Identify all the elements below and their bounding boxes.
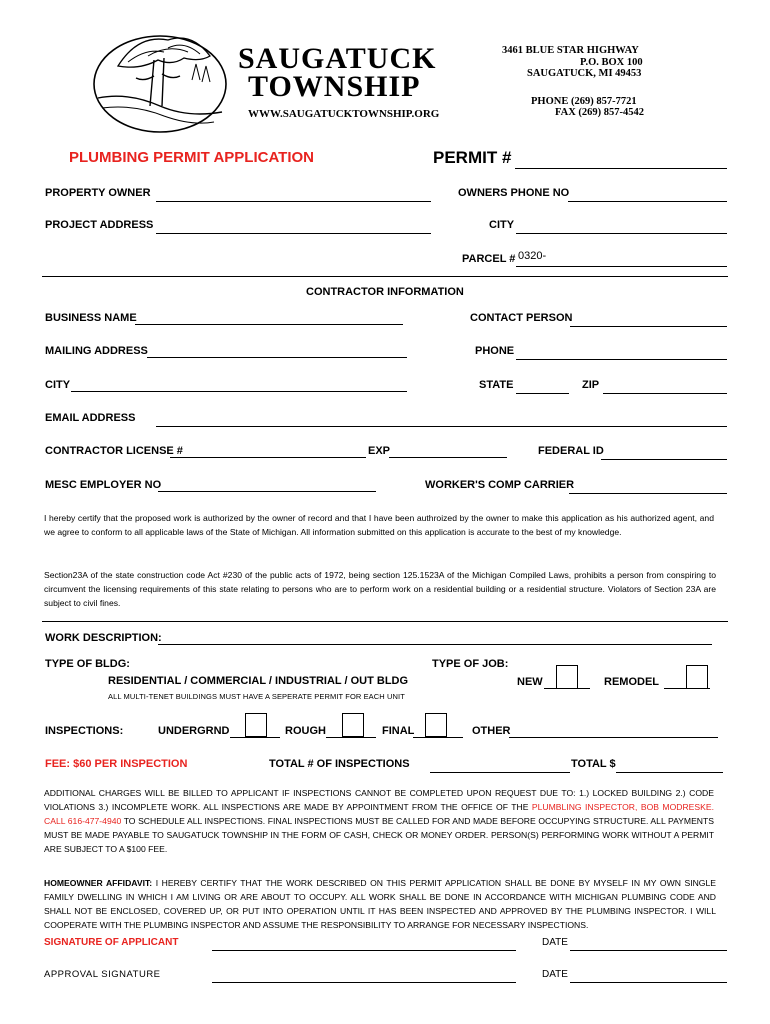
owners-phone-field[interactable] [568, 201, 727, 202]
total-inspections-label: TOTAL # OF INSPECTIONS [269, 758, 410, 770]
mesc-field[interactable] [158, 491, 376, 492]
parcel-value: 0320- [518, 250, 547, 262]
township-logo [88, 26, 230, 136]
total-dollar-label: TOTAL $ [571, 758, 616, 770]
date-field-2[interactable] [570, 982, 727, 983]
inspector-contact: PLUMBLING INSPECTOR, BOB MODRESKE. CALL 616-477-4940 [44, 802, 714, 826]
final-checkbox[interactable] [425, 713, 447, 737]
approval-signature-label: APPROVAL SIGNATURE [44, 969, 161, 980]
fax-number: FAX (269) 857-4542 [555, 107, 645, 118]
form-title: PLUMBING PERMIT APPLICATION [69, 149, 314, 166]
email-label: EMAIL ADDRESS [45, 412, 136, 424]
contact-person-field[interactable] [570, 326, 727, 327]
final-label: FINAL [382, 725, 415, 737]
undergrnd-checkbox[interactable] [245, 713, 267, 737]
section-divider [42, 276, 728, 277]
contractor-phone-label: PHONE [475, 345, 515, 357]
signature-applicant-field[interactable] [212, 950, 516, 951]
inspections-label: INSPECTIONS: [45, 725, 124, 737]
license-field[interactable] [170, 457, 366, 458]
property-owner-label: PROPERTY OWNER [45, 187, 151, 199]
zip-label: ZIP [582, 379, 600, 391]
final-underline [413, 737, 463, 738]
certification-paragraph: I hereby certify that the proposed work is authorized by the owner of record and that I have been authroized by the owner to make this application as his authorized agent, and we agree to conform to all applicable laws of the State of Michigan. All information submitted on this application is accurate to the best of my knowledge. [44, 513, 714, 537]
charges-text-1: ADDITIONAL CHARGES WILL BE BILLED TO APPLICANT IF INSPECTIONS CANNOT BE COMPLETED UPON REQUEST DUE TO: 1.) LOCKED BUILDING 2.) CODE VIOLATIONS 3.) INCOMPLETE WORK. ALL INSPECTIONS ARE MADE BY APPOINTMENT FROM THE OFFICE OF THE [44, 788, 714, 812]
rough-underline [326, 737, 376, 738]
contractor-phone-field[interactable] [516, 359, 727, 360]
new-label: NEW [517, 676, 543, 688]
parcel-field[interactable] [516, 266, 727, 267]
charges-text-2: TO SCHEDULE ALL INSPECTIONS. FINAL INSPECTIONS MUST BE CALLED FOR AND MADE BEFORE OCCUPYING STRUCTURE. ALL PAYMENTS MUST BE MADE PAYABLE TO SAUGATUCK TOWNSHIP IN THE FORM OF CASH, CHECK OR MONEY ORDER. PERSON(S) PERFORMING WORK WITHOUT A PERMIT ARE SUBJECT TO A $100 FEE. [44, 816, 714, 854]
phone-number: PHONE (269) 857-7721 [531, 96, 637, 107]
additional-charges-paragraph [44, 786, 714, 856]
rough-checkbox[interactable] [342, 713, 364, 737]
business-name-label: BUSINESS NAME [45, 312, 137, 324]
contractor-city-label: CITY [45, 379, 71, 391]
date-label-1: DATE [542, 937, 568, 948]
building-options: RESIDENTIAL / COMMERCIAL / INDUSTRIAL / OUT BLDG [108, 675, 409, 687]
mesc-label: MESC EMPLOYER NO [45, 479, 162, 491]
permit-number-label: PERMIT # [433, 148, 512, 167]
org-name-line2: TOWNSHIP [248, 70, 421, 103]
rough-label: ROUGH [285, 725, 326, 737]
address-line3: SAUGATUCK, MI 49453 [527, 68, 642, 79]
parcel-label: PARCEL # [462, 253, 516, 265]
date-label-2: DATE [542, 969, 568, 980]
contact-person-label: CONTACT PERSON [470, 312, 573, 324]
work-description-label: WORK DESCRIPTION: [45, 632, 162, 644]
workers-comp-field[interactable] [569, 493, 727, 494]
other-field[interactable] [509, 737, 718, 738]
address-line2: P.O. BOX 100 [580, 57, 643, 68]
remodel-checkbox[interactable] [686, 665, 708, 689]
undergrnd-underline [230, 737, 280, 738]
undergrnd-label: UNDERGRND [158, 725, 230, 737]
section-23a-paragraph: Section23A of the state construction code Act #230 of the public acts of 1972, being section 125.1523A of the Michigan Compiled Laws, prohibits a person from conspiring to circumvent the licensing requirements of this state relating to persons who are to perform work on a residential building or a residential structure. Violators of Section 23A are subject to civil fines. [44, 570, 716, 608]
remodel-label: REMODEL [604, 676, 659, 688]
project-address-field[interactable] [156, 233, 431, 234]
contractor-city-field[interactable] [71, 391, 407, 392]
exp-field[interactable] [389, 457, 507, 458]
homeowner-affidavit [44, 876, 716, 932]
new-checkbox[interactable] [556, 665, 578, 689]
date-field-1[interactable] [570, 950, 727, 951]
business-name-field[interactable] [135, 324, 403, 325]
federal-id-field[interactable] [601, 459, 727, 460]
project-address-label: PROJECT ADDRESS [45, 219, 154, 231]
website: WWW.SAUGATUCKTOWNSHIP.ORG [248, 108, 440, 120]
federal-id-label: FEDERAL ID [538, 445, 604, 457]
state-field[interactable] [516, 393, 569, 394]
exp-label: EXP [368, 445, 391, 457]
mailing-address-field[interactable] [147, 357, 407, 358]
project-city-field[interactable] [516, 233, 727, 234]
zip-field[interactable] [603, 393, 727, 394]
approval-signature-field[interactable] [212, 982, 516, 983]
property-owner-field[interactable] [156, 201, 431, 202]
affidavit-text: I HEREBY CERTIFY THAT THE WORK DESCRIBED ON THIS PERMIT APPLICATION SHALL BE DONE BY MYSELF IN MY OWN SINGLE FAMILY DWELLING IN WHICH I AM LIVING OR ARE ABOUT TO OCCUPY. ALL WORK SHALL BE DONE IN ACCORDANCE WITH MICHIGAN PLUMBING CODE AND SHALL NOT BE ENCLOSED, COVERED UP, OR PUT INTO OPERATION UNTIL IT HAS BEEN INSPECTED AND APPROVED BY THE PLUMBING INSPECTOR. I WILL COOPERATE WITH THE PLUMBING INSPECTOR AND ASSUME THE RESPONSIBILITY TO ARRANGE FOR NECESSARY INSPECTIONS. [44, 878, 716, 930]
signature-applicant-label: SIGNATURE OF APPLICANT [44, 937, 179, 948]
project-city-label: CITY [489, 219, 515, 231]
contractor-heading: CONTRACTOR INFORMATION [306, 286, 464, 298]
total-inspections-field[interactable] [430, 772, 570, 773]
address-line1: 3461 BLUE STAR HIGHWAY [502, 45, 639, 56]
total-dollar-field[interactable] [616, 772, 723, 773]
work-description-field[interactable] [158, 644, 712, 645]
affidavit-heading: HOMEOWNER AFFIDAVIT: [44, 878, 153, 888]
workers-comp-label: WORKER'S COMP CARRIER [425, 479, 575, 491]
mailing-address-label: MAILING ADDRESS [45, 345, 148, 357]
type-of-building-label: TYPE OF BLDG: [45, 658, 130, 670]
type-of-job-label: TYPE OF JOB: [432, 658, 509, 670]
other-label: OTHER [472, 725, 511, 737]
owners-phone-label: OWNERS PHONE NO [458, 187, 570, 199]
work-section-divider [42, 621, 728, 622]
org-name-line1: SAUGATUCK [238, 42, 437, 75]
state-label: STATE [479, 379, 514, 391]
multi-tenet-note: ALL MULTI-TENET BUILDINGS MUST HAVE A SEPERATE PERMIT FOR EACH UNIT [108, 692, 405, 701]
license-label: CONTRACTOR LICENSE # [45, 445, 183, 457]
email-field[interactable] [156, 426, 727, 427]
permit-number-field[interactable] [515, 168, 727, 169]
fee-text: FEE: $60 PER INSPECTION [45, 758, 188, 770]
